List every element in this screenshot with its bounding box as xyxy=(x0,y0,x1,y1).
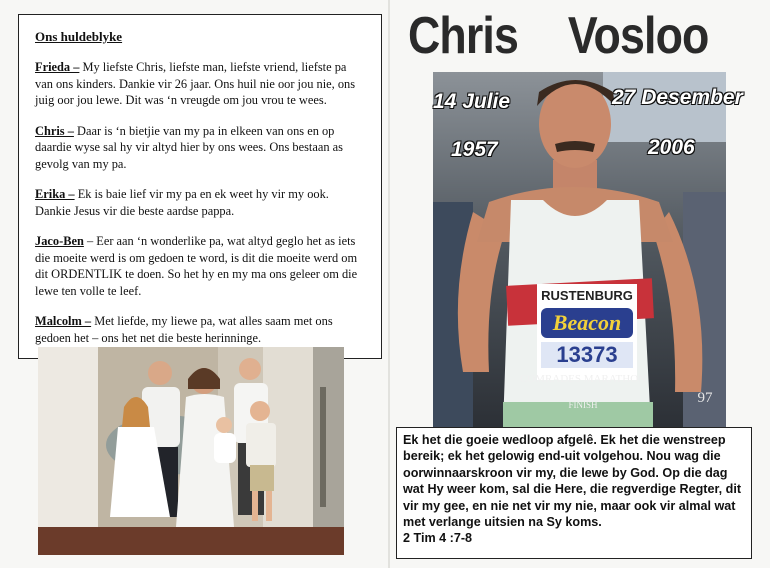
first-name: Chris xyxy=(408,7,519,65)
finish-banner-line-1: COMRADES MARATHON xyxy=(519,373,647,385)
tribute-heading: Ons huldeblyke xyxy=(35,29,123,44)
tribute-box xyxy=(18,14,382,359)
tribute-entry-chris: Chris – Daar is ‘n bietjie van my pa in elkeen van ons en op daardie wyse sal hy vir altyd hier by ons wees. Ons bestaan as gevolg van my pa. xyxy=(35,123,343,171)
page-fold xyxy=(388,0,390,568)
bib-brand: Beacon xyxy=(552,310,622,335)
scripture-verse-text: Ek het die goeie wedloop afgelê. Ek het die wenstreep bereik; ek het gelowig end-uit volgehou. Nou wag die oorwinnaarskroon vir my, die lewe by God. Op die dag wat Hy weer kom, sal die Here, die regverdige Regter, dit vir my gee, en nie net vir my nie, maar ook vir almal wat met verlange uitsien na Sy koms. xyxy=(403,433,742,530)
family-photo xyxy=(38,347,344,555)
tribute-entry-erika: Erika – Ek is baie lief vir my pa en ek weet hy vir my ook. Dankie Jesus vir die beste aardse pappa. xyxy=(35,187,329,218)
memorial-title xyxy=(408,6,711,66)
tribute-entry-jaco-ben: Jaco-Ben – Eer aan ‘n wonderlike pa, wat altyd geglo het as iets die moeite werd is om gedoen te word, is dit die moeite werd om dit ORDENTLIK te doen. So het hy en my ma ons geleer om die lewe ten volle te leef. xyxy=(35,234,358,298)
tribute-entry-malcolm: Malcolm – Met liefde, my liewe pa, wat alles saam met ons gedoen het – ons het net die beste herinninge. xyxy=(35,314,333,345)
last-name: Vosloo xyxy=(567,7,709,65)
bib-sponsor: RUSTENBURG xyxy=(541,288,633,303)
runner-photo-illustration xyxy=(433,72,726,427)
photo-year-mark: 97 xyxy=(697,390,713,406)
death-date: 27 Desember xyxy=(612,86,743,109)
death-year: 2006 xyxy=(648,136,695,159)
birth-date: 14 Julie xyxy=(433,90,511,113)
scripture-reference: 2 Tim 4 :7-8 xyxy=(403,531,473,546)
bib-number: 13373 xyxy=(556,342,618,367)
birth-year: 1957 xyxy=(451,138,498,161)
finish-banner-line-2: FINISH xyxy=(568,400,598,410)
family-photo-illustration xyxy=(38,347,344,555)
tribute-entry-frieda: Frieda – My liefste Chris, liefste man, liefste vriend, liefste pa van ons kinders. Dankie vir 26 jaar. Ons huil nie oor jou nie, ons juig oor jou lewe. Dit was ‘n vreugde om jou vrou te wees. xyxy=(35,60,356,107)
scripture-verse-box xyxy=(396,427,752,559)
runner-photo xyxy=(433,72,726,427)
